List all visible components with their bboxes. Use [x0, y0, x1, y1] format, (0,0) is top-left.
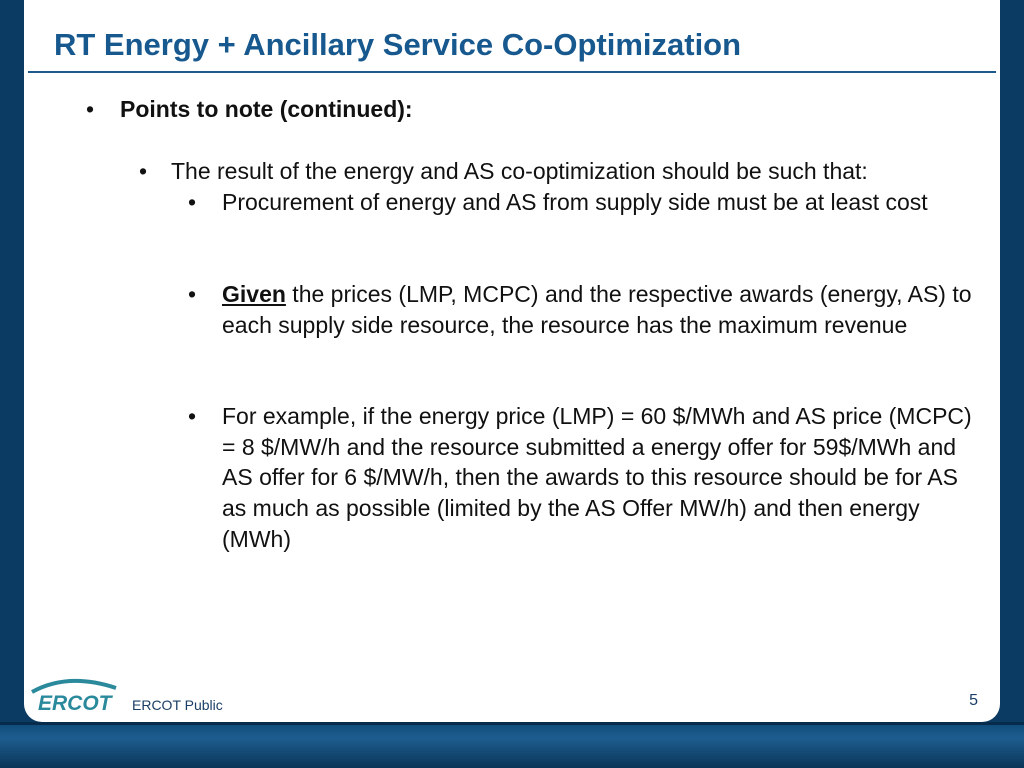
example-text: For example, if the energy price (LMP) = 60 $/MWh and AS price (MCPC) = 8 $/MW/h and the resource submitted a energy offer for 59$/MWh and AS offer for 6 $/MW/h, then the awards to this resource should be for AS as much as possible (limited by the AS Offer MW/h) and then energy (MWh) — [222, 403, 972, 552]
bottom-band — [0, 722, 1024, 768]
page-number: 5 — [969, 692, 978, 709]
bullet-dot: • — [139, 158, 148, 184]
ercot-logo — [28, 676, 120, 714]
given-emphasis: Given — [222, 281, 286, 307]
logo-text: ERCOT — [38, 692, 112, 714]
least-cost-text: Procurement of energy and AS from supply side must be at least cost — [222, 189, 928, 215]
bullet-least-cost — [188, 187, 988, 218]
bullet-dot: • — [188, 189, 197, 215]
footer-label: ERCOT Public — [132, 697, 223, 713]
slide-title: RT Energy + Ancillary Service Co-Optimization — [54, 27, 742, 62]
bullet-max-revenue — [188, 279, 988, 340]
bullet-dot: • — [188, 403, 197, 429]
slide — [24, 0, 1000, 722]
bullet-heading — [86, 94, 686, 125]
level2-text: The result of the energy and AS co-optimization should be such that: — [171, 158, 868, 184]
bullet-example — [188, 401, 988, 555]
max-revenue-text: the prices (LMP, MCPC) and the respective awards (energy, AS) to each supply side resource, the resource has the maximum revenue — [222, 281, 972, 338]
bullet-dot: • — [86, 96, 95, 122]
max-revenue-text-block — [222, 279, 988, 340]
bullet-level2 — [139, 156, 989, 187]
bullet-dot: • — [188, 281, 197, 307]
heading-text: Points to note (continued): — [120, 96, 413, 122]
title-divider — [28, 71, 996, 73]
